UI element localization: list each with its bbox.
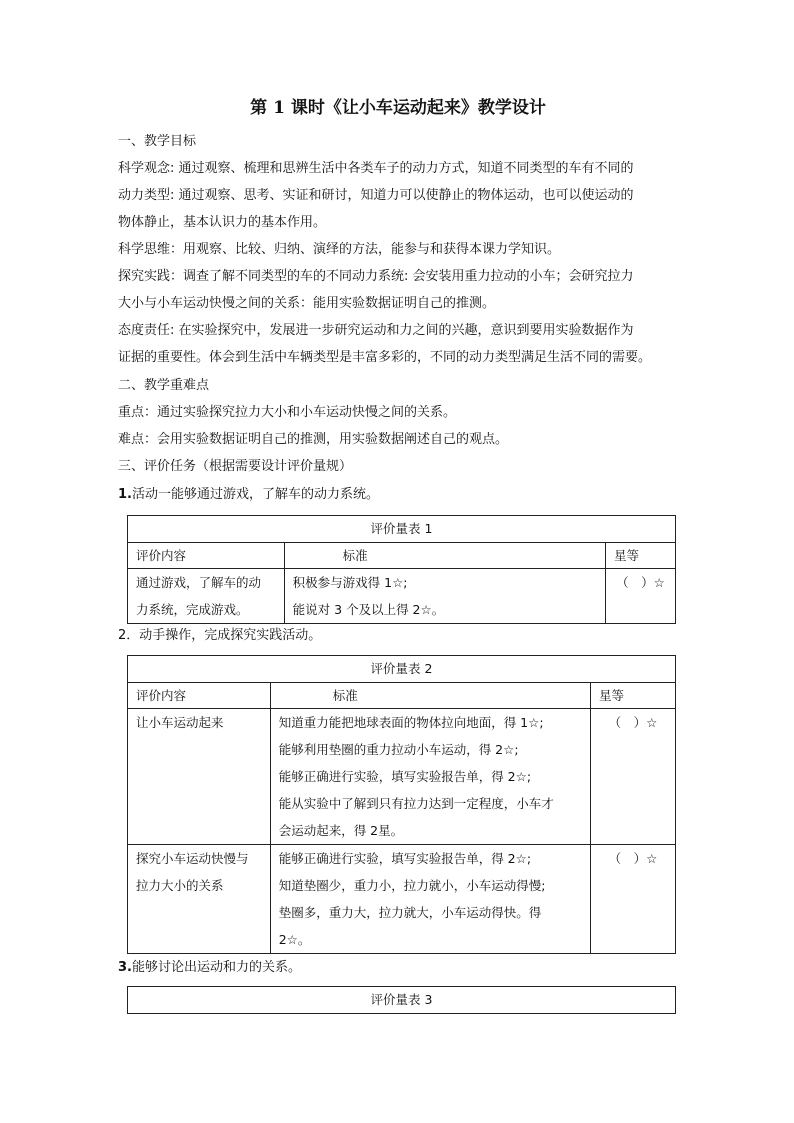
objective-line: 物体静止，基本认识力的基本作用。 xyxy=(118,215,327,230)
activity-2-line: 2．动手操作，完成探究实践活动。 xyxy=(118,628,322,643)
standard-line: 知道垫圈少，重力小，拉力就小，小车运动得慢; xyxy=(278,878,546,893)
rubric-3-caption: 评价量表 3 xyxy=(128,987,676,1014)
rubric-1-caption: 评价量表 1 xyxy=(128,516,676,543)
standard-line: 知道重力能把地球表面的物体拉向地面，得 1☆; xyxy=(278,715,544,730)
rubric-table-1 xyxy=(127,515,676,624)
keypoint-line: 重点：通过实验探究拉力大小和小车运动快慢之间的关系。 xyxy=(118,405,457,420)
standard-line: 会运动起来，得 2星。 xyxy=(278,823,404,838)
activity-3-line xyxy=(118,954,678,981)
content-line: 拉力大小的关系 xyxy=(136,878,224,893)
standard-line: 2☆。 xyxy=(278,932,311,947)
rubric-1-content-cell xyxy=(128,569,285,624)
rubric-2-row-1-content xyxy=(128,709,271,845)
standard-line: 垫圈多，重力大，拉力就大，小车运动得快。得 xyxy=(278,905,542,920)
standard-line: 能从实验中了解到只有拉力达到一定程度，小车才 xyxy=(278,796,554,811)
page-title: 第 1 课时《让小车运动起来》教学设计 xyxy=(250,98,546,118)
section-heading-assessment: 三、评价任务（根据需要设计评价量规） xyxy=(118,459,353,474)
rubric-2-row-1-standard xyxy=(270,709,590,845)
rubric-table-2 xyxy=(127,655,676,954)
standard-line: 能说对 3 个及以上得 2☆。 xyxy=(292,602,445,617)
header-standard: 标准 xyxy=(284,543,605,569)
activity-1-line xyxy=(118,481,678,508)
rubric-2-row-2-standard xyxy=(270,845,590,954)
section-heading-keypoints: 二、教学重难点 xyxy=(118,378,210,393)
activity-3-number: 3. xyxy=(118,960,132,975)
objective-line: 证据的重要性。体会到生活中车辆类型是丰富多彩的，不同的动力类型满足生活不同的需要。 xyxy=(118,350,652,365)
standard-line: 能够正确进行实验，填写实验报告单，得 2☆; xyxy=(278,851,532,866)
objective-line: 探究实践：调查了解不同类型的车的不同动力系统: 会安装用重力拉动的小车；会研究拉力 xyxy=(118,269,634,284)
header-content: 评价内容 xyxy=(128,683,271,709)
content-line: 探究小车运动快慢与 xyxy=(136,851,249,866)
rubric-2-row-2-content xyxy=(128,845,271,954)
objective-line: 科学观念: 通过观察、梳理和思辨生活中各类车子的动力方式，知道不同类型的车有不同的 xyxy=(118,161,634,176)
header-stars: 星等 xyxy=(606,543,676,569)
objective-line: 动力类型: 通过观察、思考、实证和研讨，知道力可以使静止的物体运动，也可以使运动的 xyxy=(118,188,634,203)
objective-line: 态度责任: 在实验探究中，发展进一步研究运动和力之间的兴趣，意识到要用实验数据作为 xyxy=(118,323,634,338)
rubric-1-standard-cell xyxy=(284,569,605,624)
rubric-2-caption: 评价量表 2 xyxy=(128,656,676,683)
standard-line: 积极参与游戏得 1☆; xyxy=(292,575,408,590)
header-stars: 星等 xyxy=(591,683,676,709)
content-line: 通过游戏，了解车的动 xyxy=(136,575,262,590)
header-content: 评价内容 xyxy=(128,543,285,569)
activity-3-text: 能够讨论出运动和力的关系。 xyxy=(131,960,301,975)
content-line: 力系统，完成游戏。 xyxy=(136,602,249,617)
keypoint-line: 难点：会用实验数据证明自己的推测，用实验数据阐述自己的观点。 xyxy=(118,432,509,447)
standard-line: 能够利用垫圈的重力拉动小车运动，得 2☆; xyxy=(278,742,519,757)
content-line: 让小车运动起来 xyxy=(136,715,224,730)
header-standard: 标准 xyxy=(270,683,590,709)
section-heading-objectives: 一、教学目标 xyxy=(118,134,197,149)
standard-line: 能够正确进行实验，填写实验报告单，得 2☆; xyxy=(278,769,532,784)
rubric-table-3 xyxy=(127,986,676,1014)
objective-line: 大小与小车运动快慢之间的关系：能用实验数据证明自己的推测。 xyxy=(118,296,496,311)
rubric-2-row-1-star-rating: （ ）☆ xyxy=(591,709,676,845)
activity-1-number: 1. xyxy=(118,487,132,502)
activity-1-text: 活动一能够通过游戏，了解车的动力系统。 xyxy=(131,487,379,502)
rubric-1-star-rating: （ ）☆ xyxy=(606,569,676,624)
objective-line: 科学思维：用观察、比较、归纳、演绎的方法，能参与和获得本课力学知识。 xyxy=(118,242,561,257)
rubric-2-row-2-star-rating: （ ）☆ xyxy=(591,845,676,954)
